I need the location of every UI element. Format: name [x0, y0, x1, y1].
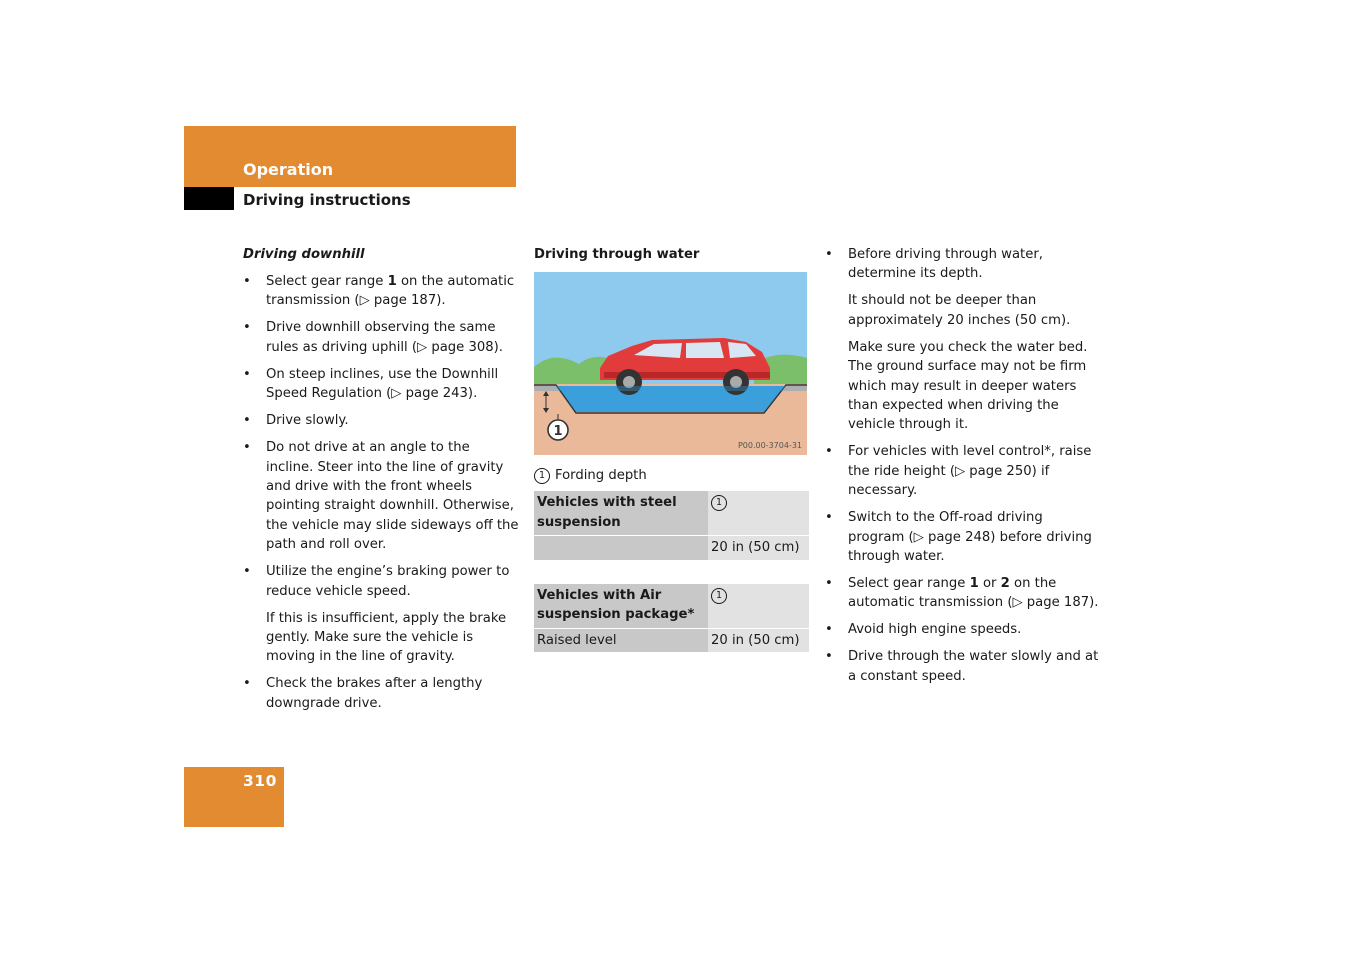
bullet-icon: •: [243, 320, 251, 336]
bullet-icon: •: [825, 622, 833, 638]
figure-caption: 1 Fording depth: [534, 466, 810, 486]
section-title: Operation: [243, 160, 334, 179]
depth-note: It should not be deeper than approximately 20 inches (50 cm).: [848, 293, 1071, 328]
table-row: [534, 584, 809, 628]
water-bullet-list: [825, 245, 1103, 686]
table-cell: [534, 536, 707, 559]
list-item: • Utilize the engine’s braking power to reduce vehicle speed. If this is insufficient, apply the brake gently. Make sure the vehicle is moving in the line of gravity.: [243, 562, 521, 667]
list-item: • Select gear range 1 on the automatic transmission (▷ page 187).: [243, 274, 515, 309]
section-marker: [184, 187, 234, 210]
bullet-icon: •: [825, 247, 833, 262]
marker-1-icon: 1: [711, 588, 727, 604]
list-item: • On steep inclines, use the Downhill Speed Regulation (▷ page 243).: [243, 366, 499, 402]
list-item: • Drive slowly.: [243, 411, 521, 430]
heading-driving-through-water: Driving through water: [534, 247, 700, 262]
list-item: • Switch to the Off-road driving program (▷ page 248) before driving through water.: [825, 510, 1092, 565]
air-suspension-table: [534, 584, 809, 652]
header-bar: [184, 126, 516, 187]
list-item: • Drive downhill observing the same rules as driving uphill (▷ page 308).: [243, 320, 503, 355]
subsection-title: Driving instructions: [243, 191, 411, 209]
column-driving-through-water: [534, 245, 810, 652]
bullet-icon: •: [825, 510, 833, 526]
bullet-icon: •: [825, 649, 833, 665]
bullet-icon: •: [243, 413, 251, 429]
figure-code: P00.00-3704-31: [737, 441, 802, 450]
table-cell: 20 in (50 cm): [708, 536, 809, 559]
bullet-icon: •: [825, 444, 833, 460]
bullet-icon: •: [243, 274, 251, 289]
table-cell: Raised level: [534, 629, 707, 652]
bullet-icon: •: [243, 440, 251, 456]
table-header: Vehicles with Air suspension package*: [534, 584, 707, 628]
figure-marker-label: 1: [553, 424, 563, 439]
bullet-icon: •: [243, 366, 251, 382]
list-item: • Select gear range 1 or 2 on the automatic transmission (▷ page 187).: [825, 576, 1099, 611]
downhill-bullet-list: [243, 272, 521, 713]
list-item: • For vehicles with level control*, raise the ride height (▷ page 250) if necessary.: [825, 444, 1092, 499]
bullet-icon: •: [243, 564, 251, 580]
bullet-icon: •: [243, 676, 251, 692]
list-item: • Do not drive at an angle to the incline. Steer into the line of gravity and drive with the front wheels pointing straight downhill. Otherwise, the vehicle may slide sideways off the path and roll over.: [243, 440, 519, 553]
list-item: • Check the brakes after a lengthy downgrade drive.: [243, 676, 483, 711]
marker-1-icon: 1: [711, 495, 727, 511]
table-cell: 20 in (50 cm): [708, 629, 809, 652]
table-row: [534, 536, 809, 559]
marker-1-icon: 1: [534, 468, 550, 484]
water-bed-note: Make sure you check the water bed. The ground surface may not be firm which may result in deeper waters than expected when driving the vehicle through it.: [848, 339, 1088, 433]
bullet-icon: •: [825, 576, 833, 592]
table-header: Vehicles with steel suspension: [534, 491, 707, 535]
list-item: • Avoid high engine speeds.: [825, 620, 1103, 639]
fording-depth-illustration: [534, 272, 807, 455]
list-item: • Before driving through water, determine its depth. It should not be deeper than approximately 20 inches (50 cm). Make sure you check the water bed. The ground surface may not be firm which may result in deeper waters than expected when driving the vehicle through it.: [825, 245, 1103, 435]
list-item: • Drive through the water slowly and at a constant speed.: [825, 649, 1099, 684]
page-number: 310: [243, 772, 277, 790]
table-row: [534, 629, 809, 652]
table-row: [534, 491, 809, 535]
column-driving-downhill: [243, 245, 521, 721]
heading-driving-downhill: Driving downhill: [243, 247, 365, 262]
steel-suspension-table: [534, 491, 809, 559]
column-water-instructions: [825, 245, 1103, 694]
brake-note: If this is insufficient, apply the brake gently. Make sure the vehicle is moving in the line of gravity.: [266, 610, 507, 665]
